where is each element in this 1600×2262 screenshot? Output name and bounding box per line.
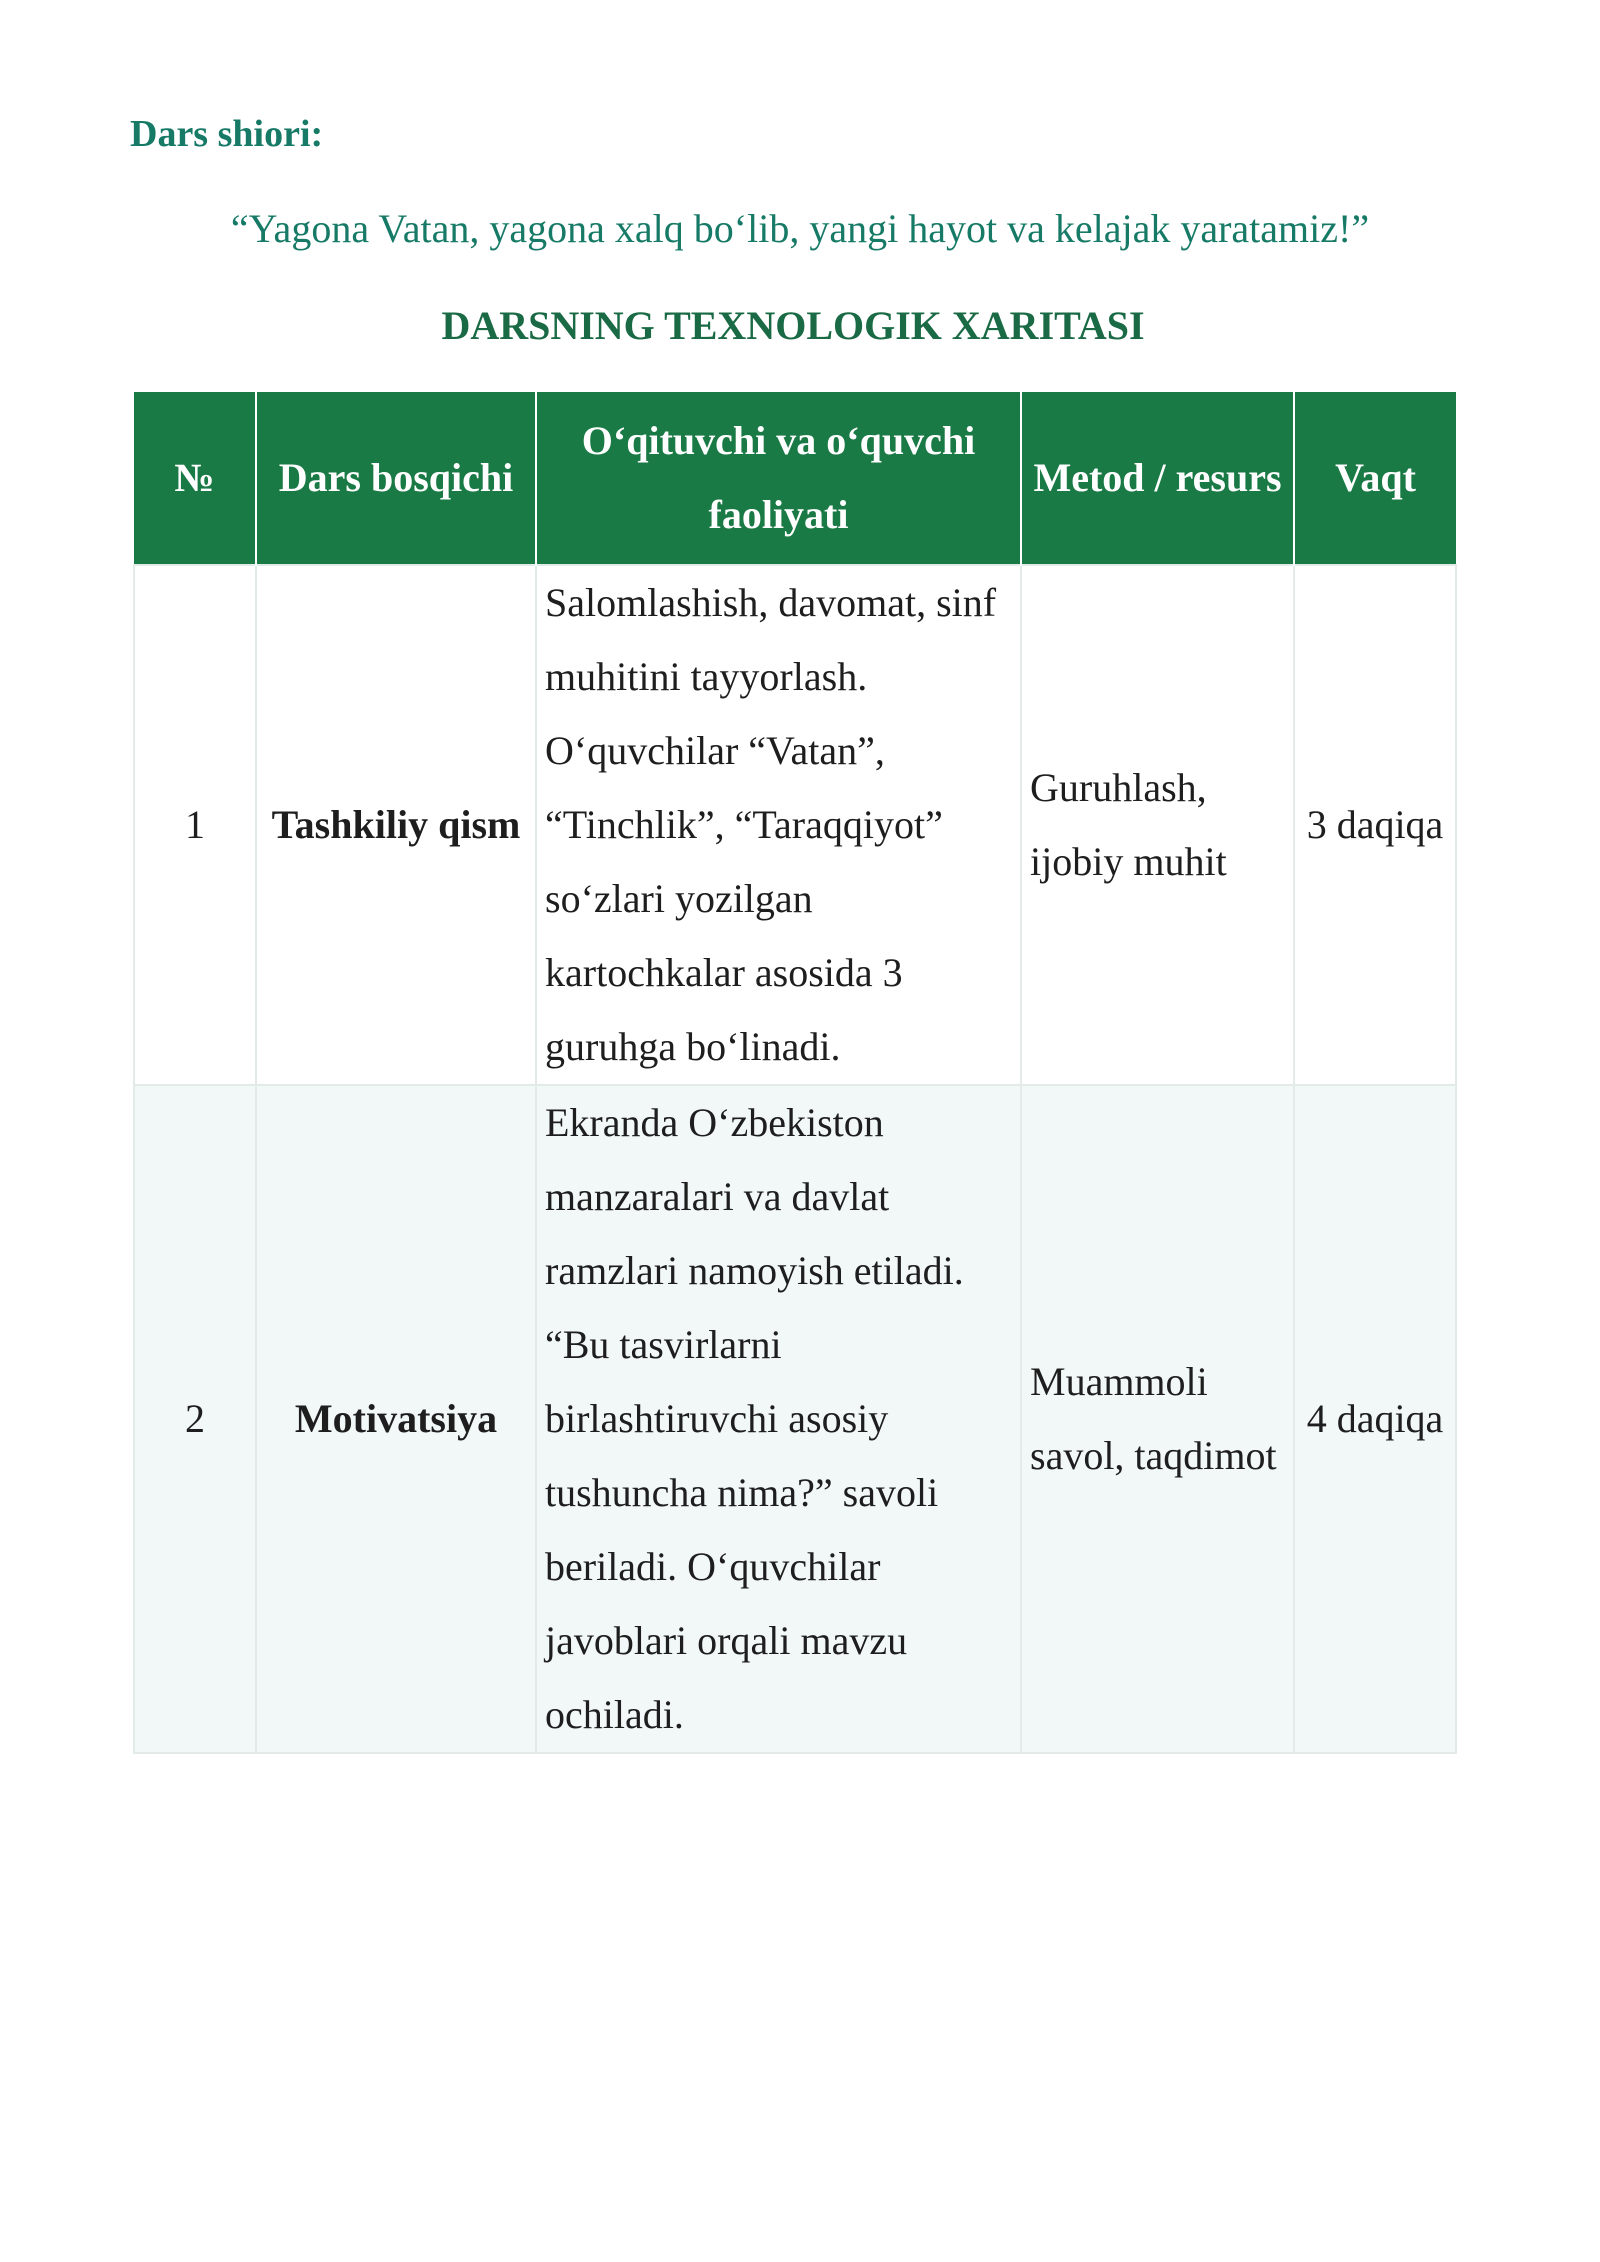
row-time: 3 daqiqa [1294,565,1456,1085]
row-number: 1 [134,565,256,1085]
row-activity: Salomlashish, davomat, sinf muhitini tayyorlash. O‘quvchilar “Vatan”, “Tinchlik”, “Taraqqiyot” so‘zlari yozilgan kartochkalar asosida 3 guruhga bo‘linadi. [536,565,1021,1085]
row-time: 4 daqiqa [1294,1085,1456,1753]
table-header-row [134,392,1456,565]
header-stage: Dars bosqichi [256,392,536,565]
header-number: № [134,392,256,565]
row-method: Guruhlash, ijobiy muhit [1021,565,1294,1085]
row-method: Muammoli savol, taqdimot [1021,1085,1294,1753]
section-heading: Dars shiori: [130,113,324,155]
table-title: DARSNING TEXNOLOGIK XARITASI [441,303,1145,348]
header-method: Metod / resurs [1021,392,1294,565]
table-row [134,1085,1456,1753]
row-activity: Ekranda O‘zbekiston manzaralari va davlat ramzlari namoyish etiladi. “Bu tasvirlarni birlashtiruvchi asosiy tushuncha nima?” savoli beriladi. O‘quvchilar javoblari orqali mavzu ochiladi. [536,1085,1021,1753]
technology-map-table [133,392,1457,1754]
header-time: Vaqt [1294,392,1456,565]
header-activity: O‘qituvchi va o‘quvchi faoliyati [536,392,1021,565]
row-stage: Tashkiliy qism [256,565,536,1085]
row-number: 2 [134,1085,256,1753]
lesson-motto: “Yagona Vatan, yagona xalq bo‘lib, yangi hayot va kelajak yaratamiz!” [230,206,1370,251]
row-stage: Motivatsiya [256,1085,536,1753]
table-row [134,565,1456,1085]
